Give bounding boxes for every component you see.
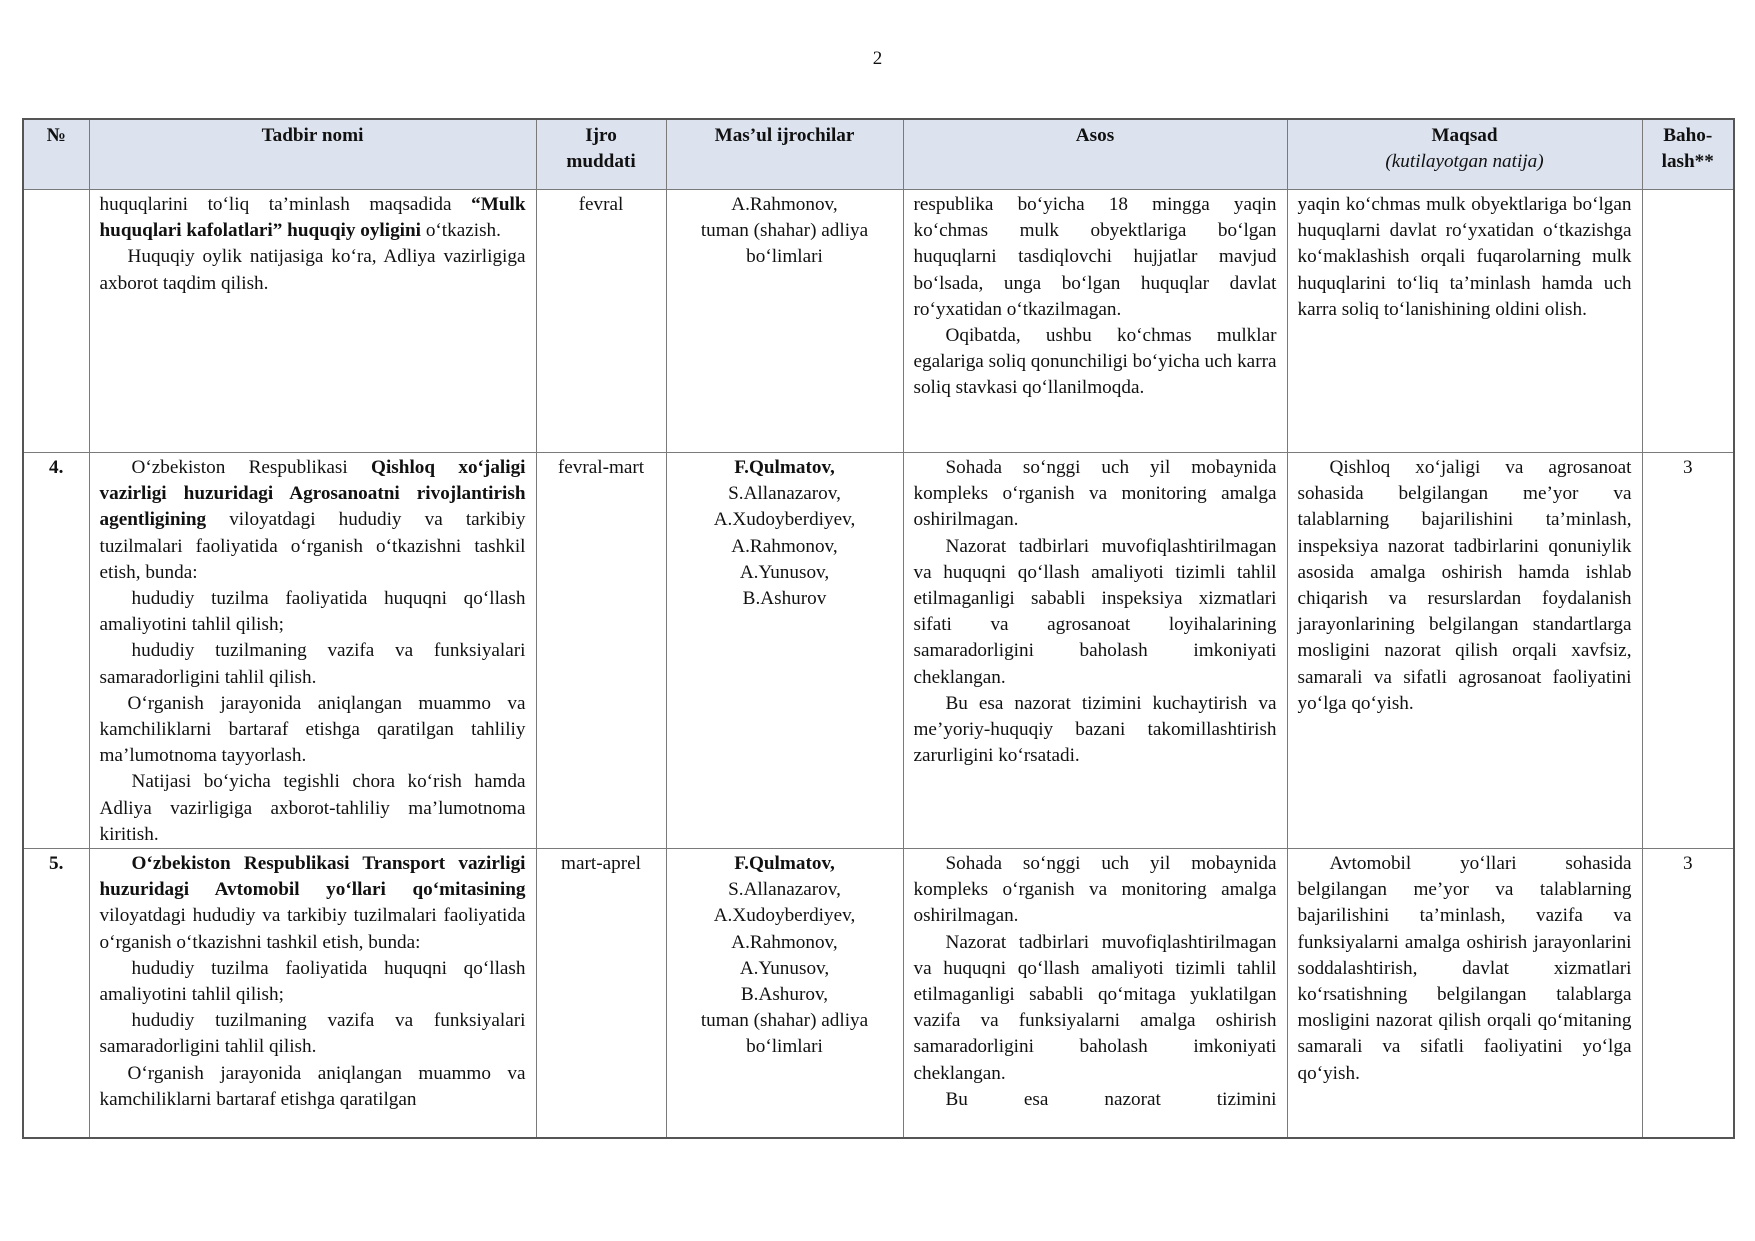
goal-cell	[1287, 849, 1642, 1139]
basis-paragraph: Sohada so‘nggi uch yil mobaynida kompleks o‘rganish va monitoring amalga oshirilmagan.	[913, 853, 1277, 927]
event-name-cell	[89, 453, 536, 849]
event-name-paragraph: hududiy tuzilma faoliyatida huquqni qo‘llash amaliyotini tahlil qilish;	[99, 957, 526, 1006]
goal-paragraph: Avtomobil yo‘llari sohasida belgilangan me’yor va talablarning bajarilishini ta’minlash, vazifa va funksiyalarni amalga oshirish jarayonlarini soddalashtirish, davlat xizmatlari ko‘rsatishning belgilangan talablarga mosligini nazorat qilish orqali qo‘mitaning samarali va sifatli faoliyatini yo‘lga qo‘yish.	[1297, 853, 1632, 1084]
event-name-paragraph: hududiy tuzilma faoliyatida huquqni qo‘llash amaliyotini tahlil qilish;	[99, 588, 526, 636]
header-basis: Asos	[903, 119, 1287, 190]
responsible-person: S.Allanazarov,	[728, 483, 841, 505]
event-name-paragraph: Huquqiy oylik natijasiga ko‘ra, Adliya vazirligiga axborot taqdim qilish.	[99, 246, 526, 294]
event-name-paragraph	[100, 455, 526, 586]
bold-text: Qishloq xo‘jaligi vazirligi huzuridagi Agrosanoatni rivojlantirish agentligining	[99, 457, 526, 531]
goal-cell	[1287, 453, 1642, 849]
basis-paragraph: Bu esa nazorat tizimini kuchaytirish va me’yoriy-huquqiy bazani takomillashtirish zarurligini ko‘rsatadi.	[913, 692, 1277, 767]
bold-text: O‘zbekiston Respublikasi Transport vazirligi huzuridagi Avtomobil yo‘llari qo‘mitasining	[99, 853, 526, 901]
event-name-cell	[89, 190, 536, 453]
text: viloyatdagi hududiy va tarkibiy tuzilmalari faoliyatida o‘rganish o‘tkazishni tashkil etish, bunda:	[99, 905, 526, 953]
responsible-person: A.Xudoyberdiyev,	[713, 905, 856, 927]
table-row	[23, 190, 1734, 453]
text: o‘tkazish.	[421, 220, 501, 242]
responsible-person: tuman (shahar) adliya bo‘limlari	[700, 1010, 869, 1058]
action-plan-table	[22, 118, 1735, 1139]
responsible-person: A.Rahmonov,	[731, 535, 838, 557]
bold-text: F.Qulmatov,	[734, 457, 835, 478]
basis-paragraph: Nazorat tadbirlari muvofiqlashtirilmagan va huquqni qo‘llash amaliyoti tizimli tahlil etilmaganligi sababli inspeksiya xizmatlari sifati va agrosanoat loyihalarining samaradorligini baholash imkoniyati cheklangan.	[913, 535, 1277, 688]
text: O‘zbekiston Respublikasi	[131, 457, 372, 478]
deadline-cell: mart-aprel	[536, 849, 666, 1139]
basis-paragraph: Sohada so‘nggi uch yil mobaynida kompleks o‘rganish va monitoring amalga oshirilmagan.	[913, 457, 1277, 531]
header-goal	[1287, 119, 1642, 190]
basis-cell	[903, 849, 1287, 1139]
table-row	[23, 453, 1734, 849]
responsible-person: A.Rahmonov,	[731, 194, 838, 215]
goal-paragraph: yaqin ko‘chmas mulk obyektlariga bo‘lgan huquqlarni davlat ro‘yxatidan o‘tkazishga ko‘maklashish orqali fuqarolarning mulk huquqlarini to‘liq ta’minlash hamda uch karra soliq to‘lanishining oldini olish.	[1297, 194, 1632, 320]
event-name-paragraph: O‘rganish jarayonida aniqlangan muammo va kamchiliklarni bartaraf etishga qaratilgan	[99, 1062, 526, 1110]
header-rating	[1642, 119, 1734, 190]
basis-paragraph: Bu esa nazorat tizimini	[945, 1088, 1277, 1110]
bold-text: F.Qulmatov,	[734, 853, 835, 875]
basis-cell	[903, 190, 1287, 453]
responsible-cell	[666, 453, 903, 849]
event-name-cell	[89, 849, 536, 1139]
responsible-person: B.Ashurov	[742, 588, 827, 610]
responsible-person: S.Allanazarov,	[728, 879, 841, 901]
header-responsible: Mas’ul ijrochilar	[666, 119, 903, 190]
responsible-cell	[666, 190, 903, 453]
basis-paragraph: Oqibatda, ushbu ko‘chmas mulklar egalariga soliq qonunchiligi bo‘yicha uch karra soliq stavkasi qo‘llanilmoqda.	[913, 325, 1277, 399]
rating-cell: 3	[1642, 453, 1734, 849]
responsible-lead	[677, 455, 893, 481]
goal-paragraph: Qishloq xo‘jaligi va agrosanoat sohasida belgilangan me’yor va talablarning bajarilishini ta’minlash, inspeksiya nazorat tadbirlarini qonuniylik asosida amalga oshirish hamda ishlab chiqarish va resurslardan foydalanish jarayonlarining belgilangan standartlarga mosligini nazorat qilish orqali xavfsiz, samarali va sifatli agrosanoat faoliyatini yo‘lga qo‘yish.	[1297, 457, 1632, 714]
event-name-paragraph	[100, 851, 526, 956]
header-rating-line1: Baho-	[1663, 125, 1713, 146]
deadline-cell: fevral-mart	[536, 453, 666, 849]
header-name: Tadbir nomi	[89, 119, 536, 190]
header-deadline-line2: muddati	[566, 151, 636, 172]
responsible-person: A.Yunusov,	[739, 957, 830, 979]
header-deadline-line1: Ijro	[585, 125, 617, 146]
text: huquqlarini to‘liq ta’minlash maqsadida	[99, 194, 472, 215]
header-deadline	[536, 119, 666, 190]
event-name-paragraph: hududiy tuzilmaning vazifa va funksiyalari samaradorligini tahlil qilish.	[99, 640, 526, 688]
header-goal-title: Maqsad	[1431, 125, 1498, 146]
event-name-paragraph: Natijasi bo‘yicha tegishli chora ko‘rish hamda Adliya vazirligiga axborot-tahliliy ma’lumotnoma kiritish.	[99, 771, 526, 845]
goal-cell	[1287, 190, 1642, 453]
row-number: 5.	[23, 849, 89, 1139]
responsible-person: A.Xudoyberdiyev,	[713, 509, 856, 531]
text: viloyatdagi hududiy va tarkibiy tuzilmalari faoliyatida o‘rganish o‘tkazishni tashkil etish, bunda:	[99, 509, 526, 583]
responsible-cell	[666, 849, 903, 1139]
rating-cell: 3	[1642, 849, 1734, 1139]
table-row	[23, 849, 1734, 1139]
table-header-row	[23, 119, 1734, 190]
basis-paragraph: respublika bo‘yicha 18 mingga yaqin ko‘chmas mulk obyektlariga bo‘lgan huquqlarni tasdiqlovchi hujjatlar mavjud bo‘lsada, unga bo‘lgan huquqlar davlat ro‘yxatidan o‘tkazilmagan.	[913, 194, 1277, 320]
basis-paragraph: Nazorat tadbirlari muvofiqlashtirilmagan va huquqni qo‘llash amaliyoti tizimli tahlil etilmaganligi sababli qo‘mitaga yuklatilgan vazifa va funksiyalarni amalga oshirish samaradorligini baholash imkoniyati cheklangan.	[913, 931, 1277, 1084]
responsible-person: tuman (shahar) adliya bo‘limlari	[700, 220, 869, 268]
header-no: №	[23, 119, 89, 190]
rating-cell	[1642, 190, 1734, 453]
basis-cell	[903, 453, 1287, 849]
event-name-paragraph: hududiy tuzilmaning vazifa va funksiyalari samaradorligini tahlil qilish.	[99, 1010, 526, 1058]
header-goal-subtitle: (kutilayotgan natija)	[1385, 151, 1544, 172]
bold-text: “Mulk huquqlari kafolatlari” huquqiy oyligini	[99, 194, 526, 242]
responsible-person: B.Ashurov,	[740, 984, 829, 1006]
event-name-paragraph: O‘rganish jarayonida aniqlangan muammo va kamchiliklarni bartaraf etishga qaratilgan tahliliy ma’lumotnoma tayyorlash.	[99, 692, 526, 767]
responsible-lead	[677, 851, 893, 877]
row-number: 4.	[23, 453, 89, 849]
deadline-cell: fevral	[536, 190, 666, 453]
responsible-person: A.Yunusov,	[739, 561, 830, 583]
header-rating-line2: lash**	[1661, 151, 1714, 172]
event-name-paragraph	[100, 192, 526, 244]
page-number: 2	[872, 48, 883, 69]
row-number	[23, 190, 89, 453]
responsible-person: A.Rahmonov,	[731, 931, 838, 953]
